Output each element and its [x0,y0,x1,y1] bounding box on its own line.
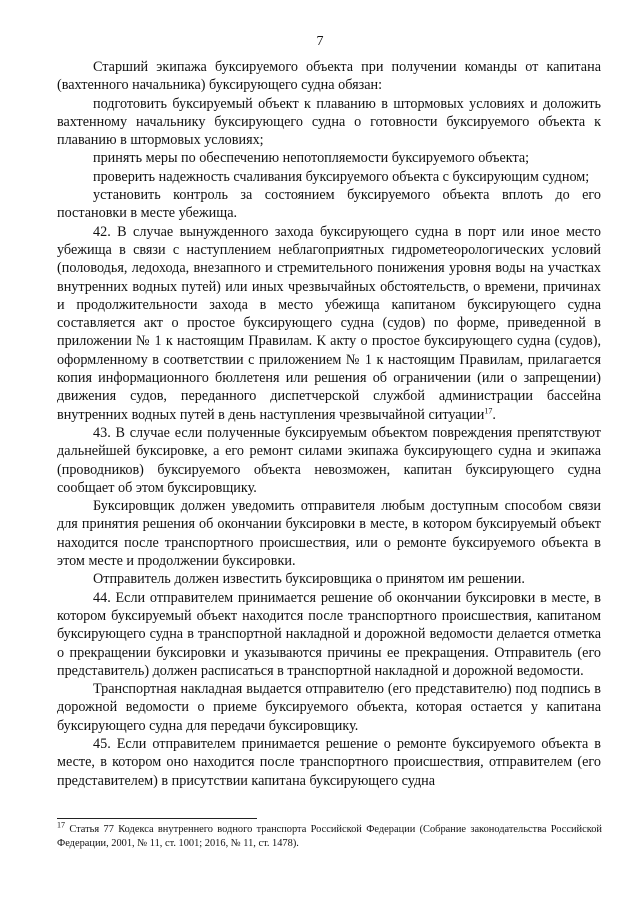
paragraph: проверить надежность счаливания буксируемого объекта с буксирующим судном; [93,168,590,185]
paragraph-42-text: 42. В случае вынужденного захода буксирующего судна в порт или иное место убежища в связи с наступлением неблагоприятных гидрометеорологических условий (половодья, ледохода, внезапного и стремительного понижения уровня воды на участках внутренних водных путей) или иных чрезвычайных обстоятельств, о времени, причинах и продолжительности захода в место убежища капитаном буксирующего судна составляется акт о простое буксирующего судна (судов) по форме, приведенной в приложении № 1 к настоящим Правилам. К акту о простое буксирующего судна (судов), оформленному в соответствии с приложением № 1 к настоящим Правилам, прилагается копия информационного бюллетеня или решения об ограничении (или о запрещении) движения судов, переданного диспетчерской службой администрации бассейна внутренних водных путей в день наступления чрезвычайной ситуации [57,223,601,423]
paragraph: Транспортная накладная выдается отправителю (его представителю) под подпись в дорожной ведомости о приеме буксируемого объекта, которая остается у капитана буксирующего судна для передачи буксировщику. [57,681,601,734]
document-body [57,58,601,790]
paragraph: принять меры по обеспечению непотопляемости буксируемого объекта; [93,150,530,167]
footnote-reference[interactable]: 17 [484,405,493,415]
paragraph-43: 43. В случае если полученные буксируемым объектом повреждения препятствуют дальнейшей буксировке, а его ремонт силами экипажа буксирующего судна и экипажа (проводников) буксируемого объекта невозможен, капитан буксирующего судна сообщает об этом буксировщику. [57,424,601,496]
footnote-marker: 17 [57,820,65,830]
paragraph: Старший экипажа буксируемого объекта при получении команды от капитана (вахтенного начальника) буксирующего судна обязан: [57,59,601,94]
paragraph: Отправитель должен известить буксировщика о принятом им решении. [93,571,525,588]
footnote-text: Статья 77 Кодекса внутреннего водного транспорта Российской Федерации (Собрание законодательства Российской Федерации, 2001, № 11, ст. 1001; 2016, № 11, ст. 1478). [57,824,602,849]
paragraph-42 [57,223,601,424]
paragraph: Буксировщик должен уведомить отправителя любым доступным способом связи для принятия решения об окончании буксировки в месте, в котором буксируемый объект находится после транспортного происшествия, или о ремонте буксируемого объекта в этом месте и продолжении буксировки. [57,498,601,570]
paragraph-45: 45. Если отправителем принимается решение о ремонте буксируемого объекта в месте, в котором оно находится после транспортного происшествия, отправителем (его представителем) в присутствии капитана буксирующего судна [57,735,601,789]
footnote [57,820,602,850]
paragraph: установить контроль за состоянием буксируемого объекта вплоть до его постановки в месте убежища. [57,187,601,222]
paragraph: подготовить буксируемый объект к плаванию в штормовых условиях и доложить вахтенному начальнику буксирующего судна о готовности буксируемого объекта к плаванию в штормовых условиях; [57,95,601,149]
footnote-divider [57,818,257,819]
page-number: 7 [316,34,324,49]
paragraph-42-tail: . [492,406,496,423]
paragraph-44: 44. Если отправителем принимается решение об окончании буксировки в месте, в котором буксируемый объект находится после транспортного происшествия, капитаном буксирующего судна в транспортной накладной и дорожной ведомости делается отметка о прекращении буксировки и указываются причины ее прекращения. Отправитель (его представитель) должен расписаться в транспортной накладной и дорожной ведомости. [57,589,601,679]
